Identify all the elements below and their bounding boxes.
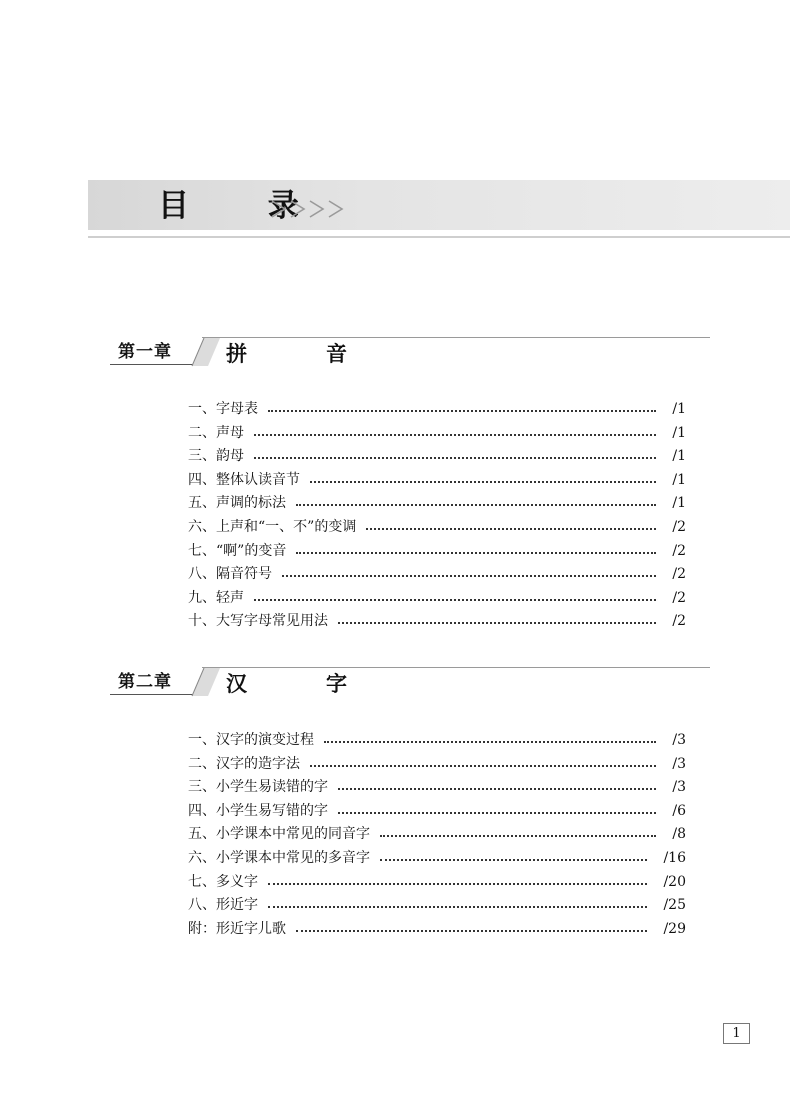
toc-entry-title: 七、“啊”的变音 [188, 542, 287, 559]
toc-entry[interactable] [188, 563, 686, 587]
chevrons-icon [270, 196, 350, 222]
toc-entry-page: /2 [672, 566, 686, 583]
toc-leader-dots [254, 599, 656, 601]
toc-entry[interactable] [188, 871, 686, 895]
toc-entry[interactable] [188, 422, 686, 446]
toc-entry-title: 二、声母 [188, 424, 244, 441]
chapter-top-rule [202, 667, 710, 668]
toc-entry[interactable] [188, 398, 686, 422]
toc-leader-dots [310, 481, 656, 483]
toc-entry-title: 九、轻声 [188, 589, 244, 606]
toc-entry[interactable] [188, 610, 686, 634]
toc-leader-dots [296, 930, 647, 932]
toc-leader-dots [380, 835, 656, 837]
toc-entry-title: 三、小学生易读错的字 [188, 779, 328, 796]
page-title: 目 录 [158, 188, 333, 224]
toc-entry-title: 十、大写字母常见用法 [188, 613, 328, 630]
toc-entry-title: 八、隔音符号 [188, 566, 272, 583]
toc-entry-title: 三、韵母 [188, 448, 244, 465]
toc-entry[interactable] [188, 918, 686, 942]
toc-entry[interactable] [188, 540, 686, 564]
toc-leader-dots [268, 410, 656, 412]
toc-leader-dots [366, 528, 656, 530]
toc-entry[interactable] [188, 776, 686, 800]
toc-leader-dots [380, 859, 647, 861]
toc-entry[interactable] [188, 729, 686, 753]
toc-entry-page: /3 [672, 732, 686, 748]
toc-entry-page: /1 [672, 424, 686, 441]
chapter-top-rule [202, 337, 710, 338]
toc-entry-page: /1 [672, 471, 686, 488]
toc-entry-page: /6 [672, 802, 686, 819]
toc-leader-dots [296, 552, 656, 554]
chapter-2-toc-list [188, 729, 686, 941]
toc-leader-dots [296, 504, 656, 506]
toc-leader-dots [338, 812, 656, 814]
toc-entry-title: 六、上声和“一、不”的变调 [188, 518, 357, 535]
chapter-label: 第二章 [118, 672, 172, 692]
toc-entry-page: /1 [672, 495, 686, 512]
toc-entry-page: /3 [672, 755, 686, 772]
toc-entry-page: /16 [663, 849, 686, 866]
toc-entry-title: 二、汉字的造字法 [188, 755, 300, 772]
toc-entry-page: /1 [672, 401, 686, 417]
toc-leader-dots [324, 741, 656, 743]
chapter-title-char-2: 音 [326, 341, 347, 366]
toc-entry[interactable] [188, 587, 686, 611]
chapter-title-char-1: 汉 [226, 671, 247, 696]
toc-entry-page: /3 [672, 779, 686, 796]
toc-entry[interactable] [188, 492, 686, 516]
chapter-slash-icon [190, 337, 224, 367]
toc-entry-title: 一、汉字的演变过程 [188, 732, 314, 748]
toc-entry[interactable] [188, 823, 686, 847]
toc-entry-page: /2 [672, 613, 686, 630]
chapter-title-char-2: 字 [326, 671, 347, 696]
toc-leader-dots [254, 434, 656, 436]
toc-entry-title: 七、多义字 [188, 873, 258, 890]
toc-entry-title: 附：形近字儿歌 [188, 920, 286, 937]
toc-entry-title: 一、字母表 [188, 401, 258, 417]
toc-entry-page: /25 [663, 897, 686, 914]
toc-leader-dots [282, 575, 656, 577]
toc-entry-page: /1 [672, 448, 686, 465]
toc-entry-page: /20 [663, 873, 686, 890]
toc-leader-dots [310, 765, 656, 767]
toc-entry[interactable] [188, 445, 686, 469]
toc-entry[interactable] [188, 894, 686, 918]
toc-entry-page: /2 [672, 589, 686, 606]
toc-entry[interactable] [188, 847, 686, 871]
toc-entry-page: /8 [672, 826, 686, 843]
toc-leader-dots [338, 622, 656, 624]
toc-leader-dots [268, 883, 647, 885]
toc-leader-dots [268, 906, 647, 908]
toc-leader-dots [338, 788, 656, 790]
toc-entry-title: 八、形近字 [188, 897, 258, 914]
toc-banner-rule [88, 236, 790, 238]
page-number: 1 [723, 1023, 750, 1044]
toc-entry-title: 四、小学生易写错的字 [188, 802, 328, 819]
toc-entry-page: /29 [663, 920, 686, 937]
chapter-title-char-1: 拼 [226, 341, 247, 366]
toc-entry-page: /2 [672, 542, 686, 559]
toc-leader-dots [254, 457, 656, 459]
toc-entry[interactable] [188, 753, 686, 777]
chapter-label: 第一章 [118, 342, 172, 362]
toc-entry-page: /2 [672, 518, 686, 535]
chapter-1-toc-list [188, 398, 686, 634]
chapter-1-header [110, 337, 710, 371]
toc-entry-title: 六、小学课本中常见的多音字 [188, 849, 370, 866]
chapter-2-header [110, 667, 710, 701]
toc-entry[interactable] [188, 800, 686, 824]
toc-entry[interactable] [188, 469, 686, 493]
toc-entry-title: 五、声调的标法 [188, 495, 286, 512]
toc-entry-title: 四、整体认读音节 [188, 471, 300, 488]
chapter-slash-icon [190, 667, 224, 697]
toc-entry[interactable] [188, 516, 686, 540]
toc-entry-title: 五、小学课本中常见的同音字 [188, 826, 370, 843]
